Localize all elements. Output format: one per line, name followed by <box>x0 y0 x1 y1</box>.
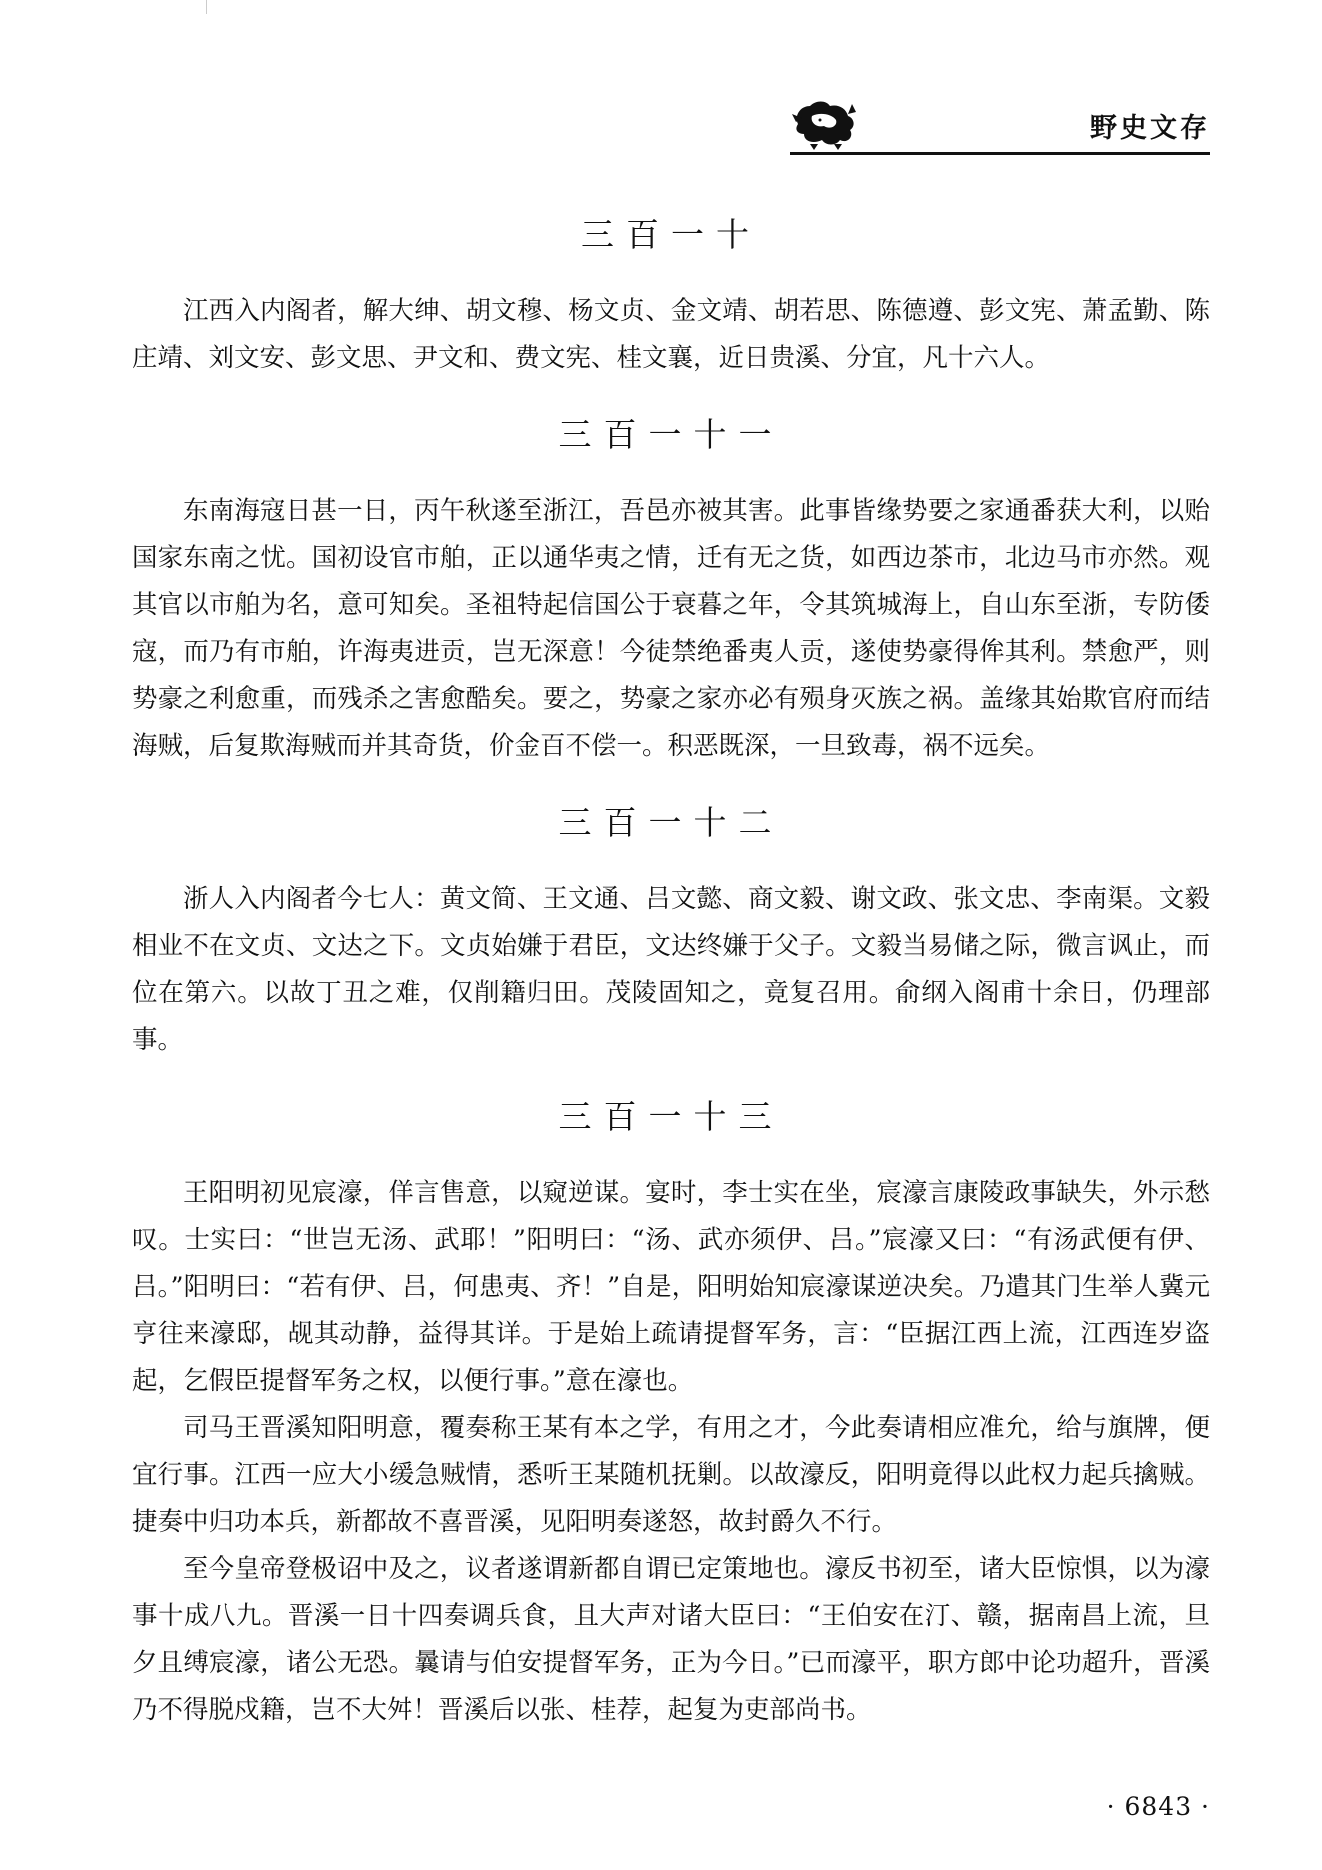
section-title: 三百一十 <box>581 215 761 254</box>
page-number: · 6843 · <box>1106 1792 1210 1821</box>
section-title: 三百一十一 <box>558 415 784 454</box>
main-content <box>132 212 1210 1764</box>
section-title: 三百一十二 <box>558 803 784 842</box>
section-313 <box>132 1094 1210 1734</box>
paragraph: 至今皇帝登极诏中及之，议者遂谓新都自谓已定策地也。濠反书初至，诸大臣惊惧，以为濠事十成八九。晋溪一日十四奏调兵食，且大声对诸大臣曰：“王伯安在汀、赣，据南昌上流，旦夕且缚宸濠，诸公无恐。曩请与伯安提督军务，正为今日。”已而濠平，职方郎中论功超升，晋溪乃不得脱戍籍，岂不大舛！晋溪后以张、桂荐，起复为吏部尚书。 <box>132 1554 1210 1725</box>
scan-mark <box>206 0 207 14</box>
dragon-icon <box>790 94 860 150</box>
running-header <box>790 88 1210 158</box>
section-312 <box>132 800 1210 1064</box>
paragraph: 王阳明初见宸濠，佯言售意，以窥逆谋。宴时，李士实在坐，宸濠言康陵政事缺失，外示愁叹。士实曰：“世岂无汤、武耶！”阳明曰：“汤、武亦须伊、吕。”宸濠又曰：“有汤武便有伊、吕。”阳明曰：“若有伊、吕，何患夷、齐！”自是，阳明始知宸濠谋逆决矣。乃遣其门生举人冀元亨往来濠邸，觇其动静，益得其详。于是始上疏请提督军务，言：“臣据江西上流，江西连岁盗起，乞假臣提督军务之权，以便行事。”意在濠也。 <box>132 1178 1210 1396</box>
section-311 <box>132 412 1210 770</box>
section-title: 三百一十三 <box>558 1097 784 1136</box>
paragraph: 浙人入内阁者今七人：黄文简、王文通、吕文懿、商文毅、谢文政、张文忠、李南渠。文毅相业不在文贞、文达之下。文贞始嫌于君臣，文达终嫌于父子。文毅当易储之际，微言讽止，而位在第六。以故丁丑之难，仅削籍归田。茂陵固知之，竟复召用。俞纲入阁甫十余日，仍理部事。 <box>132 884 1210 1055</box>
paragraph: 江西入内阁者，解大绅、胡文穆、杨文贞、金文靖、胡若思、陈德遵、彭文宪、萧孟勤、陈庄靖、刘文安、彭文思、尹文和、费文宪、桂文襄，近日贵溪、分宜，凡十六人。 <box>132 296 1210 373</box>
header-rule <box>790 152 1210 155</box>
section-310 <box>132 212 1210 382</box>
paragraph: 司马王晋溪知阳明意，覆奏称王某有本之学，有用之才，今此奏请相应准允，给与旗牌，便宜行事。江西一应大小缓急贼情，悉听王某随机抚剿。以故濠反，阳明竟得以此权力起兵擒贼。捷奏中归功本兵，新都故不喜晋溪，见阳明奏遂怒，故封爵久不行。 <box>132 1413 1210 1537</box>
book-title: 野史文存 <box>1090 113 1210 144</box>
paragraph: 东南海寇日甚一日，丙午秋遂至浙江，吾邑亦被其害。此事皆缘势要之家通番获大利，以贻国家东南之忧。国初设官市舶，正以通华夷之情，迁有无之货，如西边茶市，北边马市亦然。观其官以市舶为名，意可知矣。圣祖特起信国公于衰暮之年，令其筑城海上，自山东至浙，专防倭寇，而乃有市舶，许海夷进贡，岂无深意！今徒禁绝番夷人贡，遂使势豪得侔其利。禁愈严，则势豪之利愈重，而残杀之害愈酷矣。要之，势豪之家亦必有殒身灭族之祸。盖缘其始欺官府而结海贼，后复欺海贼而并其奇货，价金百不偿一。积恶既深，一旦致毒，祸不远矣。 <box>132 496 1210 761</box>
